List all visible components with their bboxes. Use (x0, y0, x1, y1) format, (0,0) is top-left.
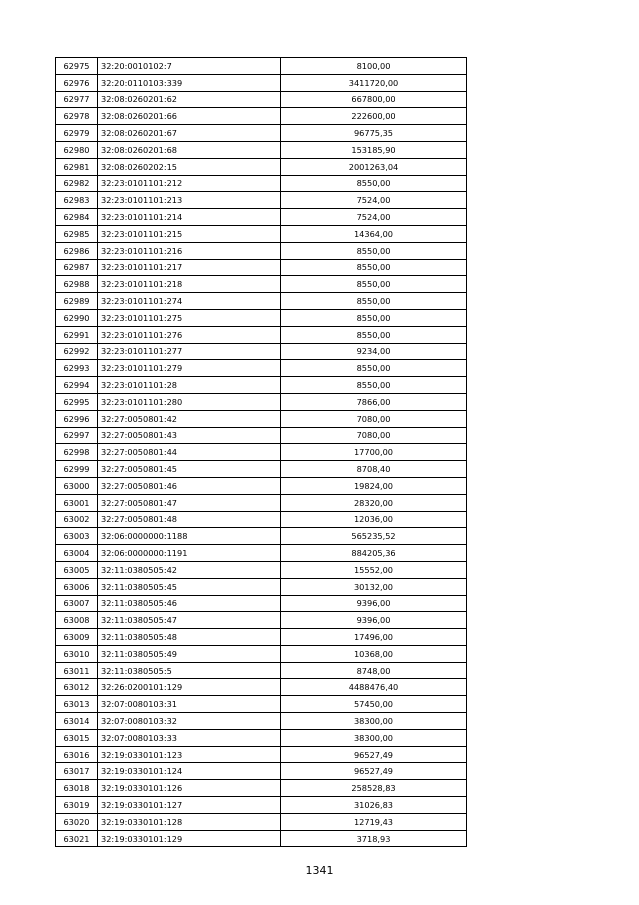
cadastral-number-cell: 32:27:0050801:47 (98, 494, 281, 511)
value-cell: 96775,35 (281, 125, 467, 142)
value-cell: 8550,00 (281, 293, 467, 310)
table-row (56, 477, 467, 494)
table-row (56, 494, 467, 511)
table-row (56, 58, 467, 75)
cadastral-number-cell: 32:27:0050801:43 (98, 427, 281, 444)
cadastral-number-cell: 32:08:0260201:62 (98, 91, 281, 108)
row-number-cell: 63012 (56, 679, 98, 696)
row-number-cell: 62994 (56, 377, 98, 394)
row-number-cell: 63017 (56, 763, 98, 780)
row-number-cell: 62989 (56, 293, 98, 310)
cadastral-number-cell: 32:23:0101101:279 (98, 360, 281, 377)
row-number-cell: 62992 (56, 343, 98, 360)
value-cell: 15552,00 (281, 561, 467, 578)
value-cell: 153185,90 (281, 141, 467, 158)
value-cell: 4488476,40 (281, 679, 467, 696)
row-number-cell: 63019 (56, 797, 98, 814)
row-number-cell: 62985 (56, 225, 98, 242)
cadastral-number-cell: 32:11:0380505:47 (98, 612, 281, 629)
table-row (56, 612, 467, 629)
cadastral-number-cell: 32:23:0101101:214 (98, 209, 281, 226)
cadastral-number-cell: 32:20:0010102:7 (98, 58, 281, 75)
table-row (56, 209, 467, 226)
table-row (56, 377, 467, 394)
row-number-cell: 62997 (56, 427, 98, 444)
cadastral-number-cell: 32:07:0080103:31 (98, 696, 281, 713)
row-number-cell: 63018 (56, 780, 98, 797)
row-number-cell: 62977 (56, 91, 98, 108)
row-number-cell: 63004 (56, 545, 98, 562)
value-cell: 8708,40 (281, 461, 467, 478)
row-number-cell: 62976 (56, 74, 98, 91)
row-number-cell: 63010 (56, 645, 98, 662)
row-number-cell: 62991 (56, 326, 98, 343)
value-cell: 57450,00 (281, 696, 467, 713)
cadastral-number-cell: 32:11:0380505:49 (98, 645, 281, 662)
row-number-cell: 63020 (56, 813, 98, 830)
table-row (56, 696, 467, 713)
row-number-cell: 63007 (56, 595, 98, 612)
row-number-cell: 62990 (56, 309, 98, 326)
row-number-cell: 63011 (56, 662, 98, 679)
table-row (56, 225, 467, 242)
value-cell: 12036,00 (281, 511, 467, 528)
table-row (56, 293, 467, 310)
table-row (56, 679, 467, 696)
value-cell: 14364,00 (281, 225, 467, 242)
table-row (56, 326, 467, 343)
cadastral-number-cell: 32:27:0050801:44 (98, 444, 281, 461)
cadastral-number-cell: 32:23:0101101:276 (98, 326, 281, 343)
row-number-cell: 62998 (56, 444, 98, 461)
cadastral-value-table (55, 57, 467, 847)
table-row (56, 192, 467, 209)
cadastral-number-cell: 32:23:0101101:212 (98, 175, 281, 192)
table-row (56, 561, 467, 578)
cadastral-number-cell: 32:23:0101101:213 (98, 192, 281, 209)
cadastral-number-cell: 32:08:0260201:67 (98, 125, 281, 142)
value-cell: 7524,00 (281, 192, 467, 209)
value-cell: 258528,83 (281, 780, 467, 797)
value-cell: 7524,00 (281, 209, 467, 226)
cadastral-number-cell: 32:23:0101101:274 (98, 293, 281, 310)
cadastral-number-cell: 32:23:0101101:28 (98, 377, 281, 394)
value-cell: 8550,00 (281, 360, 467, 377)
cadastral-number-cell: 32:27:0050801:46 (98, 477, 281, 494)
row-number-cell: 62978 (56, 108, 98, 125)
table-row (56, 763, 467, 780)
table-row (56, 645, 467, 662)
table-row (56, 141, 467, 158)
value-cell: 96527,49 (281, 746, 467, 763)
table-row (56, 427, 467, 444)
table-row (56, 343, 467, 360)
row-number-cell: 62979 (56, 125, 98, 142)
row-number-cell: 63014 (56, 713, 98, 730)
table-row (56, 713, 467, 730)
value-cell: 8100,00 (281, 58, 467, 75)
table-row (56, 393, 467, 410)
cadastral-number-cell: 32:27:0050801:42 (98, 410, 281, 427)
cadastral-number-cell: 32:11:0380505:48 (98, 629, 281, 646)
table-row (56, 309, 467, 326)
cadastral-number-cell: 32:11:0380505:42 (98, 561, 281, 578)
row-number-cell: 62983 (56, 192, 98, 209)
row-number-cell: 63006 (56, 578, 98, 595)
value-cell: 19824,00 (281, 477, 467, 494)
cadastral-number-cell: 32:23:0101101:280 (98, 393, 281, 410)
value-cell: 8550,00 (281, 276, 467, 293)
table-row (56, 175, 467, 192)
table-row (56, 595, 467, 612)
row-number-cell: 63002 (56, 511, 98, 528)
cadastral-number-cell: 32:06:0000000:1191 (98, 545, 281, 562)
value-cell: 8550,00 (281, 175, 467, 192)
cadastral-number-cell: 32:23:0101101:215 (98, 225, 281, 242)
table-row (56, 74, 467, 91)
value-cell: 17496,00 (281, 629, 467, 646)
value-cell: 667800,00 (281, 91, 467, 108)
value-cell: 8550,00 (281, 326, 467, 343)
value-cell: 8550,00 (281, 242, 467, 259)
value-cell: 7080,00 (281, 427, 467, 444)
cadastral-number-cell: 32:23:0101101:217 (98, 259, 281, 276)
value-cell: 28320,00 (281, 494, 467, 511)
row-number-cell: 63001 (56, 494, 98, 511)
row-number-cell: 62988 (56, 276, 98, 293)
table-row (56, 108, 467, 125)
row-number-cell: 62995 (56, 393, 98, 410)
value-cell: 30132,00 (281, 578, 467, 595)
table-row (56, 629, 467, 646)
cadastral-number-cell: 32:19:0330101:128 (98, 813, 281, 830)
cadastral-number-cell: 32:07:0080103:33 (98, 729, 281, 746)
cadastral-number-cell: 32:23:0101101:216 (98, 242, 281, 259)
row-number-cell: 62999 (56, 461, 98, 478)
value-cell: 9234,00 (281, 343, 467, 360)
value-cell: 3718,93 (281, 830, 467, 847)
value-cell: 2001263,04 (281, 158, 467, 175)
table-row (56, 797, 467, 814)
cadastral-number-cell: 32:19:0330101:124 (98, 763, 281, 780)
row-number-cell: 63000 (56, 477, 98, 494)
row-number-cell: 63016 (56, 746, 98, 763)
row-number-cell: 62987 (56, 259, 98, 276)
row-number-cell: 62982 (56, 175, 98, 192)
table-row (56, 125, 467, 142)
row-number-cell: 62981 (56, 158, 98, 175)
cadastral-number-cell: 32:19:0330101:123 (98, 746, 281, 763)
cadastral-number-cell: 32:27:0050801:45 (98, 461, 281, 478)
cadastral-number-cell: 32:11:0380505:5 (98, 662, 281, 679)
cadastral-number-cell: 32:19:0330101:127 (98, 797, 281, 814)
cadastral-number-cell: 32:23:0101101:275 (98, 309, 281, 326)
cadastral-number-cell: 32:11:0380505:45 (98, 578, 281, 595)
table-row (56, 410, 467, 427)
table-row (56, 545, 467, 562)
value-cell: 17700,00 (281, 444, 467, 461)
table-row (56, 242, 467, 259)
value-cell: 222600,00 (281, 108, 467, 125)
table-row (56, 91, 467, 108)
table-row (56, 662, 467, 679)
cadastral-number-cell: 32:20:0110103:339 (98, 74, 281, 91)
cadastral-number-cell: 32:11:0380505:46 (98, 595, 281, 612)
table-row (56, 528, 467, 545)
page-number: 1341 (305, 864, 334, 877)
table-row (56, 813, 467, 830)
cadastral-number-cell: 32:23:0101101:277 (98, 343, 281, 360)
cadastral-number-cell: 32:26:0200101:129 (98, 679, 281, 696)
value-cell: 38300,00 (281, 713, 467, 730)
value-cell: 8748,00 (281, 662, 467, 679)
table-row (56, 578, 467, 595)
cadastral-number-cell: 32:19:0330101:129 (98, 830, 281, 847)
value-cell: 884205,36 (281, 545, 467, 562)
row-number-cell: 63021 (56, 830, 98, 847)
cadastral-number-cell: 32:08:0260202:15 (98, 158, 281, 175)
row-number-cell: 62975 (56, 58, 98, 75)
row-number-cell: 63009 (56, 629, 98, 646)
row-number-cell: 63003 (56, 528, 98, 545)
cadastral-number-cell: 32:08:0260201:68 (98, 141, 281, 158)
value-cell: 8550,00 (281, 259, 467, 276)
row-number-cell: 62980 (56, 141, 98, 158)
value-cell: 7080,00 (281, 410, 467, 427)
row-number-cell: 63015 (56, 729, 98, 746)
row-number-cell: 63013 (56, 696, 98, 713)
table-row (56, 158, 467, 175)
row-number-cell: 62996 (56, 410, 98, 427)
row-number-cell: 62993 (56, 360, 98, 377)
table-row (56, 461, 467, 478)
cadastral-number-cell: 32:07:0080103:32 (98, 713, 281, 730)
table-row (56, 746, 467, 763)
cadastral-number-cell: 32:06:0000000:1188 (98, 528, 281, 545)
row-number-cell: 62986 (56, 242, 98, 259)
value-cell: 8550,00 (281, 377, 467, 394)
value-cell: 10368,00 (281, 645, 467, 662)
value-cell: 9396,00 (281, 595, 467, 612)
cadastral-number-cell: 32:08:0260201:66 (98, 108, 281, 125)
value-cell: 565235,52 (281, 528, 467, 545)
value-cell: 3411720,00 (281, 74, 467, 91)
value-cell: 8550,00 (281, 309, 467, 326)
row-number-cell: 63008 (56, 612, 98, 629)
table-body (56, 58, 467, 847)
cadastral-number-cell: 32:19:0330101:126 (98, 780, 281, 797)
table-row (56, 444, 467, 461)
table-row (56, 729, 467, 746)
table-row (56, 276, 467, 293)
table-row (56, 830, 467, 847)
value-cell: 96527,49 (281, 763, 467, 780)
table-row (56, 780, 467, 797)
table-row (56, 360, 467, 377)
table-row (56, 511, 467, 528)
cadastral-number-cell: 32:23:0101101:218 (98, 276, 281, 293)
row-number-cell: 63005 (56, 561, 98, 578)
row-number-cell: 62984 (56, 209, 98, 226)
value-cell: 38300,00 (281, 729, 467, 746)
value-cell: 12719,43 (281, 813, 467, 830)
cadastral-number-cell: 32:27:0050801:48 (98, 511, 281, 528)
value-cell: 7866,00 (281, 393, 467, 410)
value-cell: 31026,83 (281, 797, 467, 814)
table-row (56, 259, 467, 276)
value-cell: 9396,00 (281, 612, 467, 629)
